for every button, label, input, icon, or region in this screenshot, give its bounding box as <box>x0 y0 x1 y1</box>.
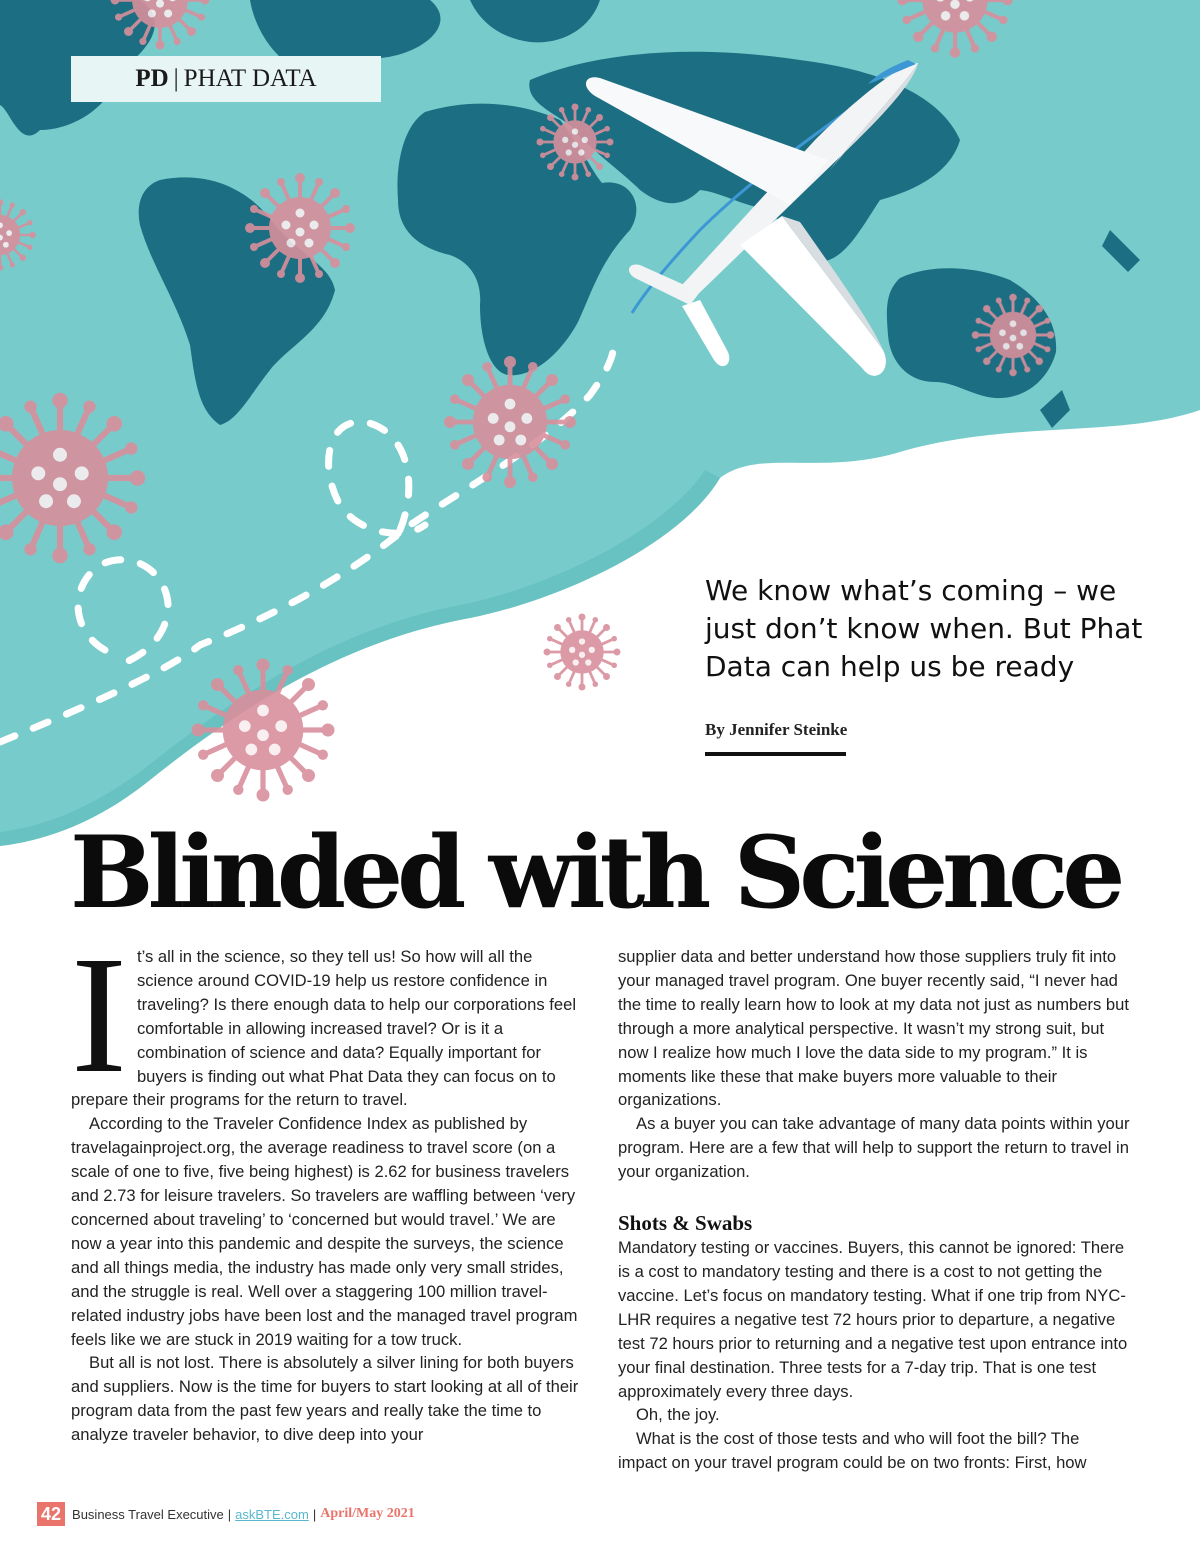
paragraph: Mandatory testing or vaccines. Buyers, this cannot be ignored: There is a cost to mandatory testing and there is a cost to not getting the vaccine. Let’s focus on mandatory testing. What if one trip from NYC-LHR requires a negative test 72 hours prior to departure, a negative test 72 hours prior to returning and a negative test upon entrance into your final destination. Three tests for a 7-day trip. That is one test approximately every three days. <box>618 1238 1128 1401</box>
article-column-right <box>618 945 1130 1475</box>
subhead: Shots & Swabs <box>618 1211 753 1236</box>
byline-rule <box>705 752 846 756</box>
page-number: 42 <box>37 1502 65 1526</box>
issue-date: April/May 2021 <box>320 1506 415 1521</box>
article-column-left <box>71 922 583 1447</box>
footer-separator: | <box>227 1506 232 1522</box>
drop-cap: I <box>71 922 127 1108</box>
page-footer <box>37 1502 415 1526</box>
paragraph-intro <box>71 922 583 1112</box>
footer-separator: | <box>312 1506 317 1522</box>
paragraph: But all is not lost. There is absolutely a silver lining for both buyers and suppliers. Now is the time for buyers to start looking at all of their program data from the past few years and really take the time to analyze traveler behavior, to dive deep into your <box>71 1353 579 1445</box>
byline: By Jennifer Steinke <box>705 720 848 739</box>
headline: Blinded with Science <box>70 815 1120 931</box>
publication-name: Business Travel Executive <box>72 1506 224 1522</box>
paragraph: Oh, the joy. <box>636 1405 720 1425</box>
paragraph-intro-text: t’s all in the science, so they tell us! So how will all the science around COVID-19 help us restore confidence in traveling? Is there enough data to help our corporations feel comfortable in allowing increased travel? Or is it a combination of science and data? Equally important for buyers is finding out what Phat Data they can focus on to prepare their programs for the return to travel. <box>71 947 577 1110</box>
section-abbr: PD <box>135 65 169 92</box>
website-link[interactable]: askBTE.com <box>235 1506 309 1522</box>
paragraph: What is the cost of those tests and who will foot the bill? The impact on your travel program could be on two fronts: First, how <box>618 1429 1087 1473</box>
article-deck: We know what’s coming – we just don’t know when. But Phat Data can help us be ready <box>705 574 1143 683</box>
section-tag <box>71 56 381 102</box>
section-name: PHAT DATA <box>183 65 317 92</box>
paragraph: supplier data and better understand how those suppliers truly fit into your managed travel program. One buyer recently said, “I never had the time to really learn how to look at my data not just as numbers but through a more analytical perspective. It wasn’t my strong suit, but now I realize how much I love the data side to my program.” It is moments like these that make buyers more valuable to their organizations. <box>618 947 1129 1110</box>
section-separator: | <box>173 65 179 92</box>
paragraph: As a buyer you can take advantage of many data points within your program. Here are a few that will help to support the return to travel in your organization. <box>618 1114 1130 1182</box>
paragraph: According to the Traveler Confidence Index as published by travelagainproject.org, the average readiness to travel score (on a scale of one to five, five being highest) is 2.62 for business travelers and 2.73 for leisure travelers. So travelers are waffling between ‘very concerned about traveling’ to ‘concerned but would travel.’ We are now a year into this pandemic and despite the surveys, the science and all things media, the industry has made only very small strides, and the struggle is real. Well over a staggering 100 million travel-related industry jobs have been lost and the managed travel program feels like we are stuck in 2019 waiting for a tow truck. <box>71 1114 578 1349</box>
